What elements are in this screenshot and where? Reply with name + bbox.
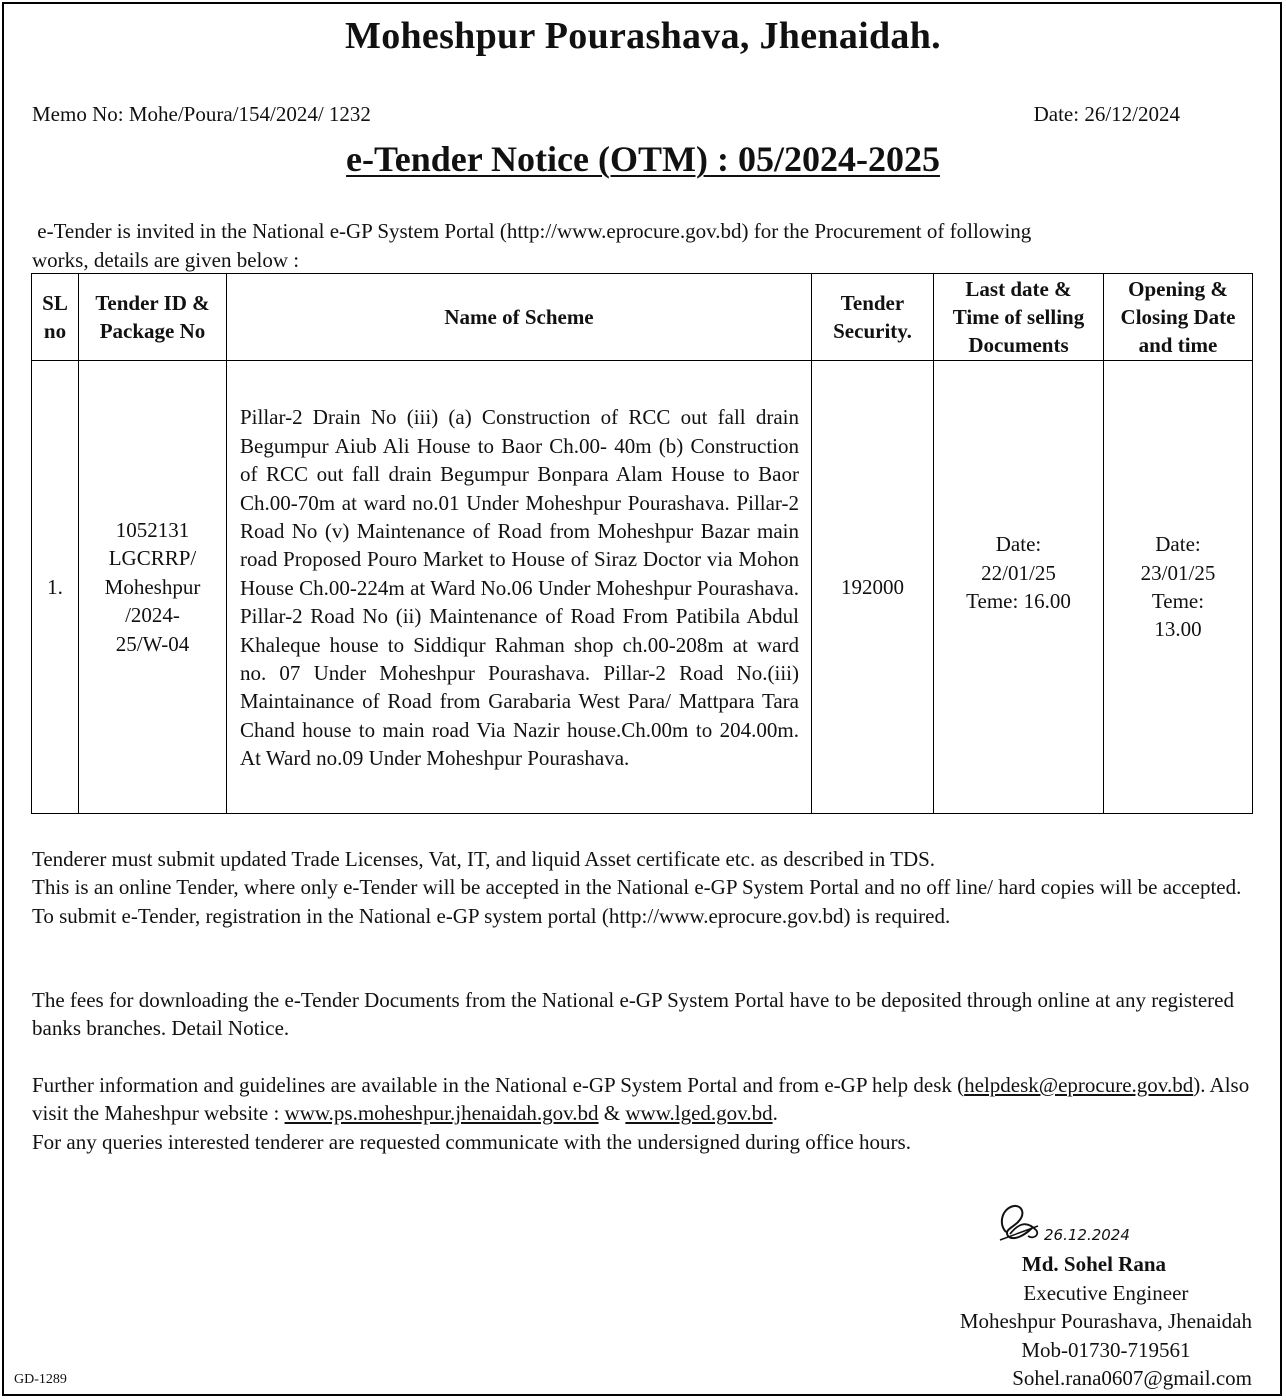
notice-date: Date: 26/12/2024 — [1033, 102, 1180, 126]
open-date-line-1: Date: — [1155, 532, 1201, 557]
helpdesk-email-link[interactable]: helpdesk@eprocure.gov.bd — [964, 1073, 1194, 1097]
tender-id-line-5: 25/W-04 — [115, 631, 190, 656]
header-last-line-1: Last date & — [965, 277, 1072, 301]
signatory-name: Md. Sohel Rana — [1021, 1252, 1166, 1276]
requirements-line-1: Tenderer must submit updated Trade Licenses, Vat, IT, and liquid Asset certificate etc. as described in TDS. — [32, 847, 936, 871]
signatory-mobile: Mob-01730-719561 — [1021, 1337, 1191, 1362]
cell-sl: 1. — [32, 361, 79, 814]
tender-id-line-2: LGCRRP/ — [108, 546, 197, 571]
notice-heading-text: e-Tender Notice (OTM) : 05/2024-2025 — [346, 139, 940, 179]
requirements-line-2: This is an online Tender, where only e-Tender will be accepted in the National e-GP System Portal and no off line/ hard copies will be accepted. To submit e-Tender, registration in the National e-GP system portal (http://www.eprocure.gov.bd) is required. — [32, 875, 1242, 928]
tender-id-line-1: 1052131 — [115, 517, 190, 542]
intro-paragraph — [32, 217, 1232, 275]
header-last-date — [934, 274, 1104, 361]
signature-drawing — [992, 1190, 1162, 1260]
open-date-line-4: 13.00 — [1154, 617, 1202, 642]
handwritten-signature — [992, 1190, 1162, 1260]
header-security-line-1: Tender — [840, 291, 905, 315]
header-tender-line-1: Tender ID & — [95, 291, 210, 315]
signatory-email: Sohel.rana0607@gmail.com — [1012, 1366, 1252, 1391]
tender-id-line-3: Moheshpur — [104, 574, 201, 599]
moheshpur-website-link[interactable]: www.ps.moheshpur.jhenaidah.gov.bd — [284, 1101, 599, 1126]
header-last-line-3: Documents — [968, 333, 1069, 357]
lged-website-link[interactable]: www.lged.gov.bd — [625, 1101, 773, 1126]
cell-last-date — [934, 361, 1104, 814]
header-security-line-2: Security. — [833, 319, 912, 343]
open-date-line-3: Teme: — [1151, 589, 1205, 613]
last-date-line-1: Date: — [995, 532, 1042, 557]
last-date-line-2: 22/01/25 — [981, 560, 1056, 585]
header-opening-date — [1104, 274, 1253, 361]
header-sl — [32, 274, 79, 361]
fees-paragraph: The fees for downloading the e-Tender Documents from the National e-GP System Portal have to be deposited through online at any registered banks branches. Detail Notice. — [32, 988, 1234, 1041]
header-tender-id — [79, 274, 227, 361]
info-line-3: For any queries interested tenderer are requested communicate with the undersigned during office hours. — [32, 1129, 911, 1154]
header-tender-line-2: Package No — [99, 319, 206, 343]
cell-security: 192000 — [812, 361, 934, 814]
gd-code: GD-1289 — [14, 1372, 67, 1387]
intro-line-1-text: e-Tender is invited in the National e-GP System Portal (http://www.eprocure.gov.bd) for the Procurement of following — [37, 219, 1032, 243]
requirements-paragraph — [32, 845, 1254, 930]
tender-id-line-4: /2024- — [125, 603, 180, 628]
header-sl-line-2: no — [43, 319, 67, 343]
info-ampersand: & — [598, 1101, 626, 1126]
intro-line-1 — [32, 217, 1232, 246]
cell-tender-id — [79, 361, 227, 814]
open-date-line-2: 23/01/25 — [1140, 560, 1216, 585]
header-security — [812, 274, 934, 361]
signature-date: 26.12.2024 — [1044, 1226, 1130, 1244]
last-date-line-3: Teme: 16.00 — [966, 589, 1071, 614]
signatory-designation: Executive Engineer — [1023, 1281, 1189, 1305]
header-open-line-1: Opening & — [1128, 277, 1228, 301]
info-paragraph — [32, 1071, 1254, 1156]
header-sl-line-1: SL — [42, 291, 68, 315]
table-row — [32, 361, 1253, 814]
notice-heading — [0, 138, 1286, 180]
page-title: Moheshpur Pourashava, Jhenaidah. — [345, 15, 941, 57]
header-scheme: Name of Scheme — [227, 274, 812, 361]
cell-scheme: Pillar-2 Drain No (iii) (a) Construction of RCC out fall drain Begumpur Aiub Ali House to Baor Ch.00- 40m (b) Construction of RCC out fall drain Begumpur Bonpara Alam House to Baor Ch.00-70m at ward no.01 Under Moheshpur Pourashava. Pillar-2 Road No (v) Maintenance of Road from Moheshpur Bazar main road Proposed Pouro Market to House of Siraz Doctor via Mohon House Ch.00-224m at Ward No.06 Under Moheshpur Pourashava. Pillar-2 Road No (ii) Maintenance of Road From Patibila Abdul Khaleque house to Siddiqur Rahman shop ch.00-208m at ward no. 07 Under Moheshpur Pourashava. Pillar-2 Road No.(iii) Maintainance of Road from Garabaria West Para/ Mattpara Tara Chand house to main road Via Nazir house.Ch.00m to 204.00m. At Ward no.09 Under Moheshpur Pourashava. — [227, 361, 812, 814]
cell-opening-date — [1104, 361, 1253, 814]
header-open-line-3: and time — [1138, 333, 1218, 357]
signatory-office: Moheshpur Pourashava, Jhenaidah — [959, 1309, 1252, 1334]
header-open-line-2: Closing Date — [1120, 305, 1236, 329]
info-text-1: Further information and guidelines are available in the National e-GP System Portal and from e-GP help desk ( — [32, 1073, 965, 1097]
info-text-2: ). Also visit the Maheshpur website : — [32, 1073, 1250, 1126]
intro-line-2: works, details are given below : — [32, 248, 300, 272]
memo-number: Memo No: Mohe/Poura/154/2024/ 1232 — [32, 102, 371, 126]
signatory-details — [960, 1279, 1252, 1393]
header-last-line-2: Time of selling — [952, 305, 1085, 329]
tender-table — [31, 273, 1253, 814]
info-period: . — [772, 1101, 778, 1126]
table-header-row — [32, 274, 1253, 361]
